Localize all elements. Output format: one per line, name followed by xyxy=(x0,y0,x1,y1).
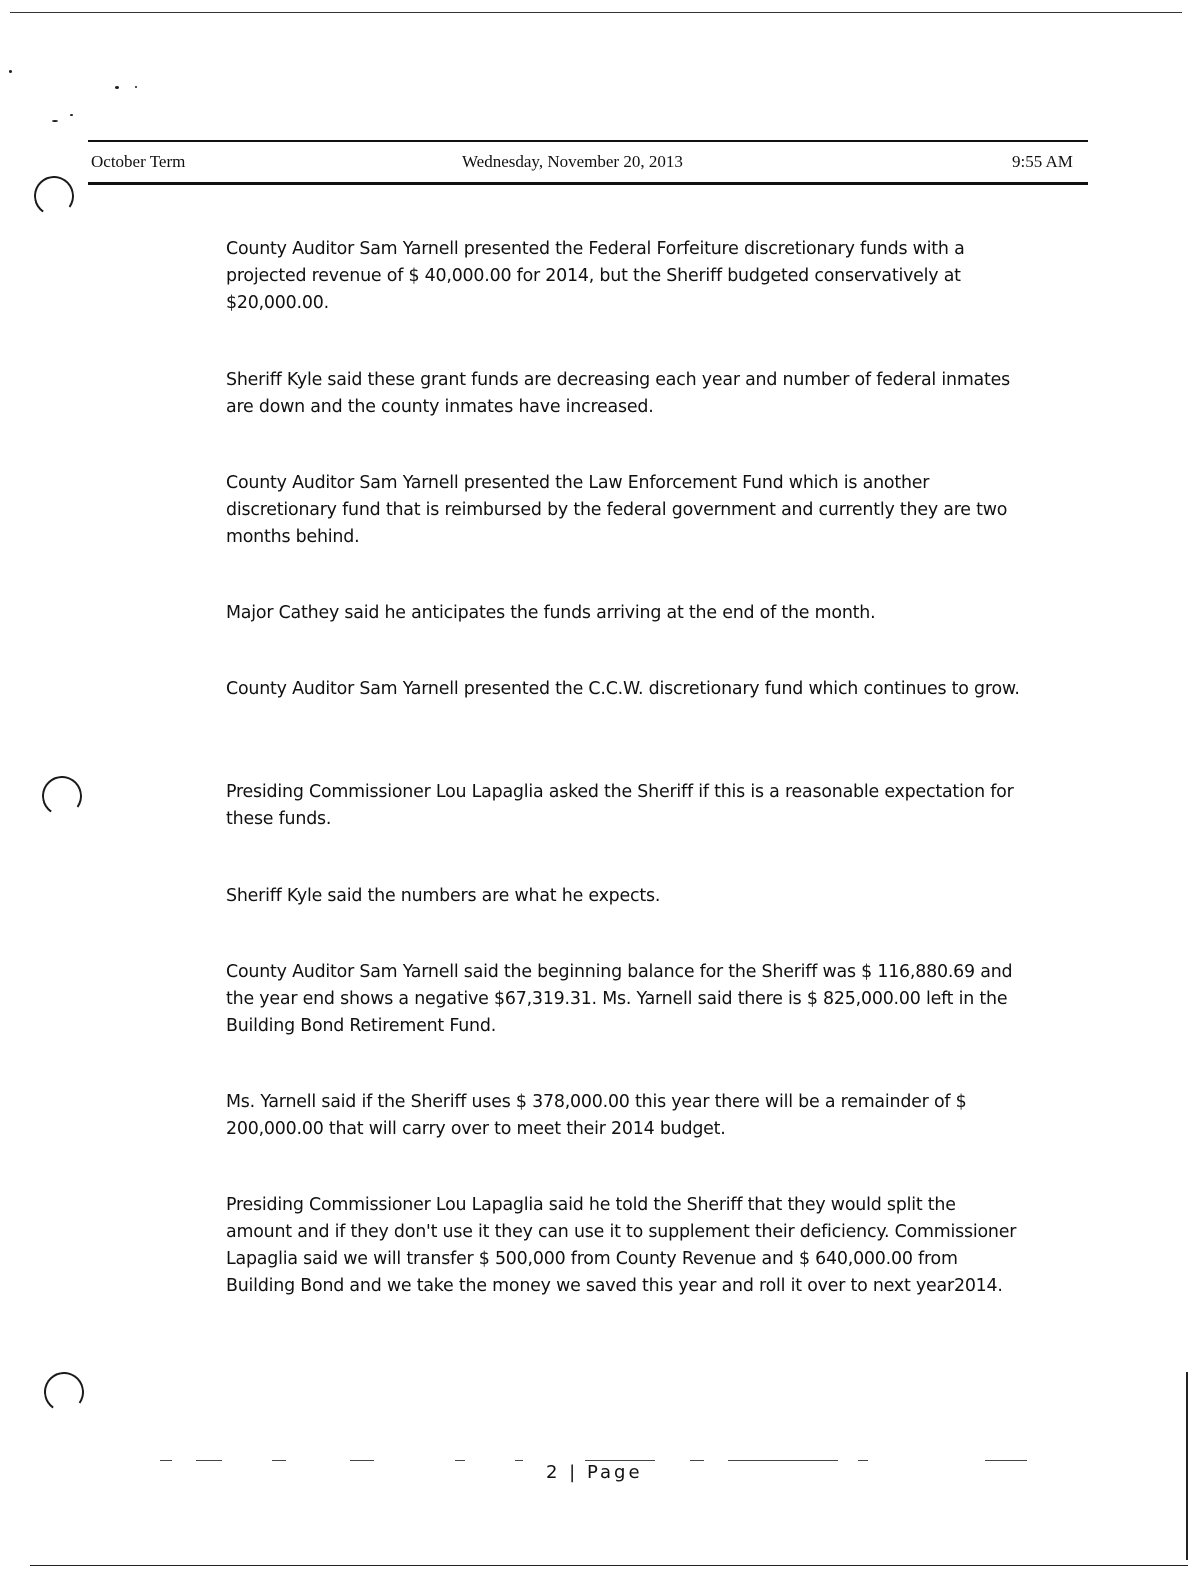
scan-border-right xyxy=(1186,1372,1188,1560)
paragraph: County Auditor Sam Yarnell presented the C.C.W. discretionary fund which continues to grow. xyxy=(226,679,1020,699)
header-date: Wednesday, November 20, 2013 xyxy=(462,152,683,171)
scan-border-bottom xyxy=(30,1565,1188,1566)
footer-rule-dash xyxy=(272,1460,286,1461)
punch-hole-icon xyxy=(41,1369,87,1415)
footer-rule-dash xyxy=(690,1460,704,1461)
footer-rule-dash xyxy=(728,1460,838,1461)
footer-rule-dash xyxy=(858,1460,868,1461)
scan-speck xyxy=(70,114,73,116)
footer-rule-dash xyxy=(350,1460,374,1461)
scan-speck xyxy=(9,70,12,73)
paragraph: County Auditor Sam Yarnell said the beginning balance for the Sheriff was $ 116,880.69 and the year end shows a negative $67,319.31. Ms. Yarnell said there is $ 825,000.00 left in the Building Bond Retirement Fund. xyxy=(226,962,1013,1036)
paragraph: County Auditor Sam Yarnell presented the Federal Forfeiture discretionary funds with a projected revenue of $ 40,000.00 for 2014, but the Sheriff budgeted conservatively at $20,000.00. xyxy=(226,239,965,313)
punch-hole-icon xyxy=(39,773,85,819)
paragraph: Major Cathey said he anticipates the funds arriving at the end of the month. xyxy=(226,603,876,623)
punch-hole-icon xyxy=(31,173,77,219)
footer-rule-dash xyxy=(160,1460,172,1461)
paragraph: Sheriff Kyle said these grant funds are decreasing each year and number of federal inmates are down and the county inmates have increased. xyxy=(226,370,1010,417)
scan-speck xyxy=(52,120,58,122)
header-time: 9:55 AM xyxy=(1012,152,1073,171)
footer-rule-dash xyxy=(515,1460,523,1461)
scan-border-top xyxy=(10,12,1182,13)
footer-rule-dash xyxy=(985,1460,1027,1461)
paragraph: Presiding Commissioner Lou Lapaglia asked the Sheriff if this is a reasonable expectation for these funds. xyxy=(226,782,1014,829)
header-rule-top xyxy=(88,140,1088,142)
scan-speck xyxy=(135,86,137,88)
footer-rule-dash xyxy=(585,1460,655,1461)
page-number: 2 | Page xyxy=(546,1462,643,1483)
header-term: October Term xyxy=(91,152,186,171)
paragraph: County Auditor Sam Yarnell presented the Law Enforcement Fund which is another discretionary fund that is reimbursed by the federal government and currently they are two months behind. xyxy=(226,473,1008,547)
footer-rule-dash xyxy=(455,1460,465,1461)
paragraph: Ms. Yarnell said if the Sheriff uses $ 378,000.00 this year there will be a remainder of $ 200,000.00 that will carry over to meet their 2014 budget. xyxy=(226,1092,967,1139)
paragraph: Sheriff Kyle said the numbers are what he expects. xyxy=(226,886,661,906)
paragraph: Presiding Commissioner Lou Lapaglia said he told the Sheriff that they would split the amount and if they don't use it they can use it to supplement their deficiency. Commissioner Lapaglia said we will transfer $ 500,000 from County Revenue and $ 640,000.00 from Building Bond and we take the money we saved this year and roll it over to next year2014. xyxy=(226,1195,1017,1296)
scan-speck xyxy=(115,86,119,89)
header-rule-bottom xyxy=(88,182,1088,185)
footer-rule-dash xyxy=(196,1460,222,1461)
